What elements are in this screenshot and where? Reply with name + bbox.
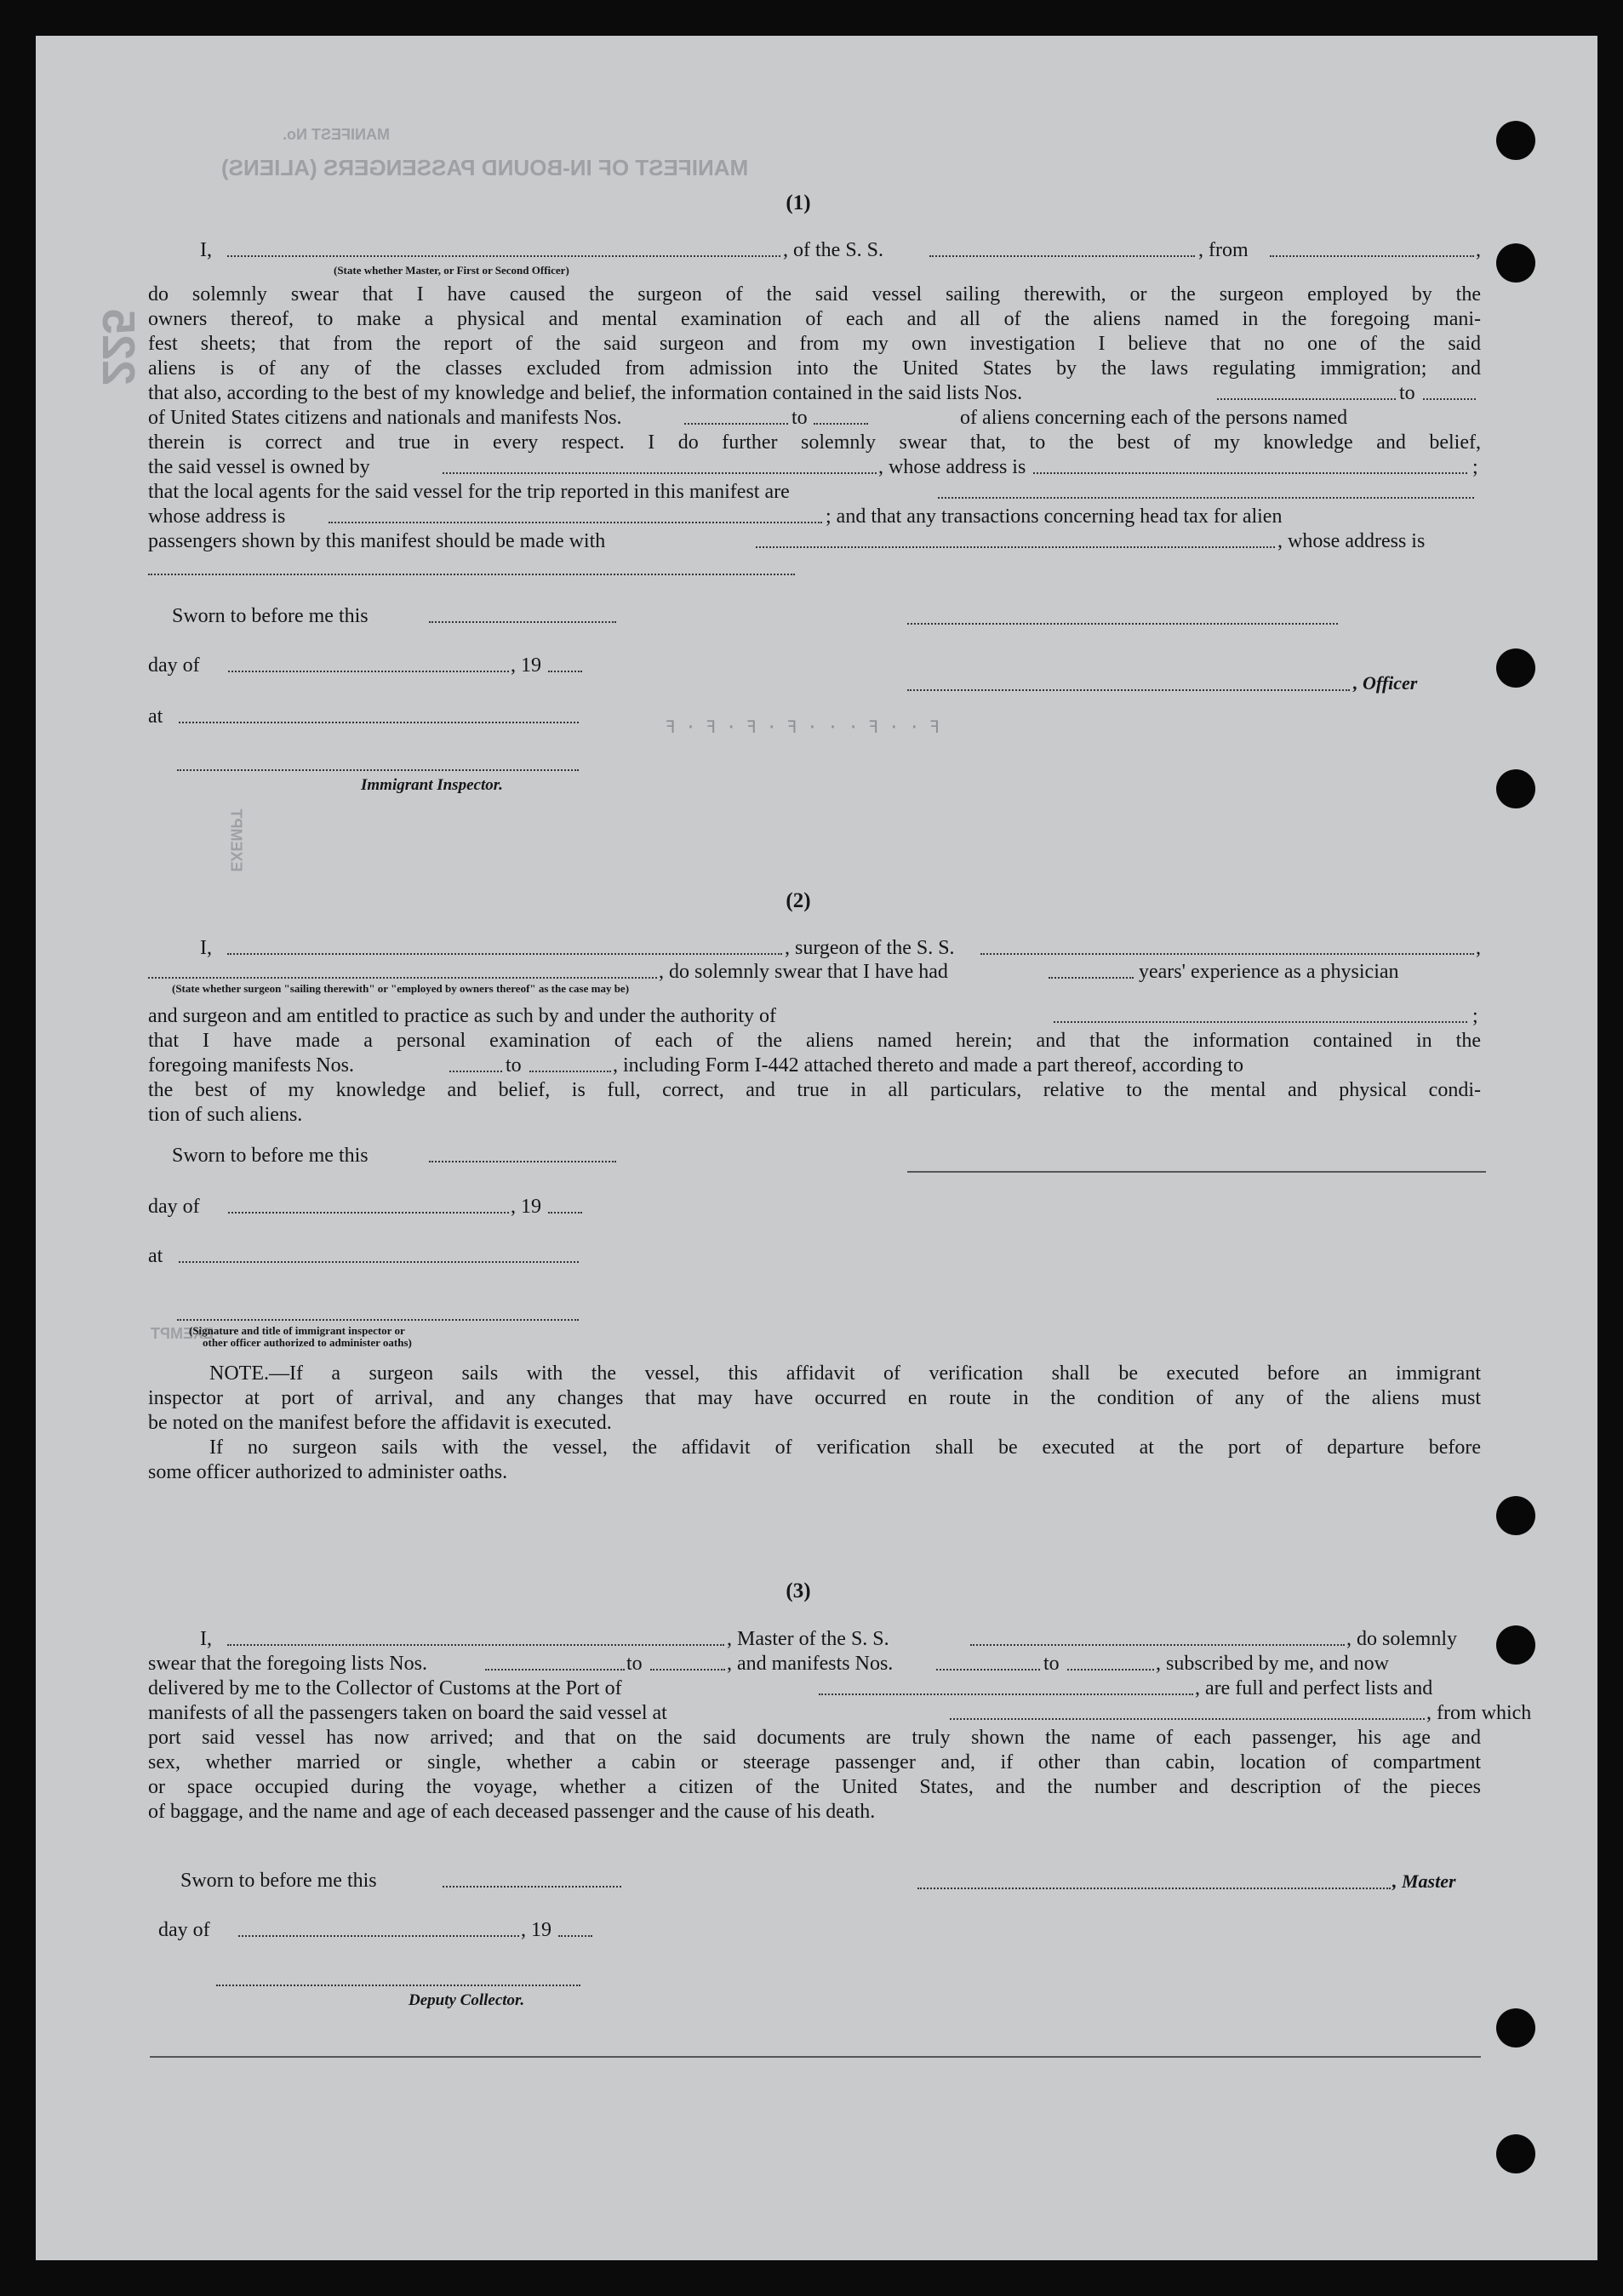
officer-signature-field[interactable] bbox=[907, 623, 1338, 625]
lists-from-field[interactable] bbox=[1217, 398, 1396, 400]
swear-lists-text: swear that the foregoing lists Nos. bbox=[148, 1653, 427, 1675]
note-line: NOTE.—If a surgeon sails with the vessel, this affidavit of verification shall be executed before an immigrant bbox=[209, 1362, 1481, 1385]
punch-hole bbox=[1496, 1625, 1535, 1665]
entitled-text: and surgeon and am entitled to practice as such by and under the authority of bbox=[148, 1005, 776, 1027]
inspector-signature-field[interactable] bbox=[177, 1319, 579, 1321]
and-manifests-text: , and manifests Nos. bbox=[727, 1653, 894, 1675]
at-label: at bbox=[148, 705, 163, 728]
month-field[interactable] bbox=[228, 1212, 509, 1214]
officer-note: (State whether Master, or First or Second Officer) bbox=[334, 264, 569, 277]
master-signature-field[interactable] bbox=[917, 1888, 1391, 1889]
sec3-i-label: I, bbox=[200, 1628, 212, 1650]
of-aliens-text: of aliens concerning each of the persons named bbox=[960, 407, 1348, 429]
master-vessel-field[interactable] bbox=[970, 1644, 1345, 1646]
sec1-of-ss-label: , of the S. S. bbox=[783, 239, 884, 261]
surgeon-vessel-field[interactable] bbox=[980, 953, 1474, 955]
text-line: therein is correct and true in every respect. I do further solemnly swear that, to the best of my knowledge and belief, bbox=[148, 431, 1481, 454]
lists-to-field[interactable] bbox=[650, 1669, 725, 1671]
manifests-from-field[interactable] bbox=[684, 423, 788, 425]
head-tax-address-field[interactable] bbox=[148, 574, 795, 575]
sec3-paragraph bbox=[148, 1726, 1481, 1800]
sig-note: other officer authorized to administer oaths) bbox=[203, 1336, 412, 1349]
master-name-field[interactable] bbox=[227, 1644, 724, 1646]
at-place-field[interactable] bbox=[179, 1261, 579, 1263]
text-line: aliens is of any of the classes excluded from admission into the United States by the laws regulating immigration; and bbox=[148, 357, 1481, 380]
sworn-day-field[interactable] bbox=[429, 1161, 616, 1162]
sec1-oath-paragraph bbox=[148, 283, 1481, 381]
solemnly-text: , do solemnly swear that I have had bbox=[659, 961, 948, 983]
from-which-text: , from which bbox=[1426, 1702, 1532, 1724]
are-full-text: , are full and perfect lists and bbox=[1195, 1677, 1433, 1699]
text-line: sex, whether married or single, whether a cabin or steerage passenger and, if other than cabin, location of compartment bbox=[148, 1751, 1481, 1773]
surgeon-name-field[interactable] bbox=[227, 953, 782, 955]
text-block bbox=[148, 1436, 1481, 1460]
punch-hole bbox=[1496, 121, 1535, 160]
foregoing-text: foregoing manifests Nos. bbox=[148, 1054, 354, 1077]
text-block bbox=[148, 1078, 1481, 1103]
agents-field[interactable] bbox=[938, 497, 1474, 499]
bleed-title: MANIFEST OF IN-BOUND PASSENGERS (ALIENS) bbox=[221, 155, 749, 180]
comma: , bbox=[1476, 239, 1481, 261]
note-line: inspector at port of arrival, and any changes that may have occurred en route in the condition of any of the aliens must bbox=[148, 1387, 1481, 1409]
bleed-stamp: EXEMPT bbox=[151, 1325, 214, 1342]
authority-field[interactable] bbox=[1054, 1021, 1467, 1023]
section-1-header: (1) bbox=[786, 191, 811, 214]
head-tax-party-field[interactable] bbox=[756, 546, 1275, 548]
do-solemnly-text: , do solemnly bbox=[1346, 1628, 1457, 1650]
bottom-rule bbox=[150, 2056, 1481, 2058]
punch-hole bbox=[1496, 1496, 1535, 1535]
owner-field[interactable] bbox=[443, 472, 877, 474]
subscribed-text: , subscribed by me, and now bbox=[1156, 1653, 1389, 1675]
manifest-to-field[interactable] bbox=[529, 1071, 611, 1072]
bleed-stamp: EXEMPT bbox=[227, 808, 245, 872]
text-line: the said vessel is owned by bbox=[148, 456, 370, 478]
including-text: , including Form I-442 attached thereto and made a part thereof, according to bbox=[613, 1054, 1244, 1077]
master-of-label: , Master of the S. S. bbox=[727, 1628, 889, 1650]
note-line: some officer authorized to administer oaths. bbox=[148, 1461, 508, 1483]
punch-hole bbox=[1496, 769, 1535, 808]
semicolon: ; bbox=[1472, 1005, 1478, 1027]
day-of-label: day of bbox=[158, 1919, 210, 1941]
text-line: fest sheets; that from the report of the said surgeon and from my own investigation I believe that no one of the said bbox=[148, 333, 1481, 355]
lists-to-field[interactable] bbox=[1423, 398, 1476, 400]
years-field[interactable] bbox=[1049, 977, 1134, 979]
owner-address-field[interactable] bbox=[1033, 472, 1467, 474]
text-line: whose address is bbox=[148, 505, 286, 528]
text-line: that also, according to the best of my knowledge and belief, the information contained in the said lists Nos. bbox=[148, 382, 1023, 404]
text-line: tion of such aliens. bbox=[148, 1104, 303, 1126]
punch-hole bbox=[1496, 243, 1535, 283]
text-line: owners thereof, to make a physical and mental examination of each and all of the aliens named in the foregoing mani- bbox=[148, 308, 1481, 330]
inspector-label: Immigrant Inspector. bbox=[361, 776, 503, 794]
year-label: , 19 bbox=[511, 654, 541, 677]
surgeon-signature-line[interactable] bbox=[907, 1171, 1486, 1173]
whose-address-label: , whose address is bbox=[1277, 530, 1426, 552]
note-line: be noted on the manifest before the affidavit is executed. bbox=[148, 1412, 612, 1434]
manifests-from-field[interactable] bbox=[936, 1669, 1040, 1671]
section-2-header: (2) bbox=[786, 889, 811, 912]
text-block bbox=[148, 1029, 1481, 1054]
manifests-to-field[interactable] bbox=[1067, 1669, 1154, 1671]
day-of-label: day of bbox=[148, 1196, 200, 1218]
bleed-manifest-no: MANIFEST No. bbox=[283, 126, 390, 143]
inspector-signature-field[interactable] bbox=[177, 769, 579, 771]
years-text: years' experience as a physician bbox=[1139, 961, 1399, 983]
bleed-page-number: 225 bbox=[93, 308, 145, 386]
delivered-text: delivered by me to the Collector of Customs at the Port of bbox=[148, 1677, 622, 1699]
text-line: or space occupied during the voyage, whether a citizen of the United States, and the number and description of the pieces bbox=[148, 1776, 1481, 1798]
deputy-label: Deputy Collector. bbox=[409, 1991, 525, 2009]
surgeon-of-label: , surgeon of the S. S. bbox=[785, 937, 955, 959]
sworn-label: Sworn to before me this bbox=[172, 1145, 369, 1167]
comma: , bbox=[1476, 937, 1481, 959]
text-line: passengers shown by this manifest should be made with bbox=[148, 530, 606, 552]
text-line: that I have made a personal examination of each of the aliens named herein; and that the information contained in the bbox=[148, 1030, 1481, 1052]
year-field[interactable] bbox=[548, 671, 582, 672]
manifests-to-field[interactable] bbox=[814, 423, 868, 425]
to-label: to bbox=[791, 407, 808, 429]
document-page bbox=[36, 36, 1597, 2260]
year-label: , 19 bbox=[521, 1919, 551, 1941]
text-line: of baggage, and the name and age of each deceased passenger and the cause of his death. bbox=[148, 1801, 876, 1823]
sworn-day-field[interactable] bbox=[429, 621, 616, 623]
punch-hole bbox=[1496, 2008, 1535, 2048]
year-label: , 19 bbox=[511, 1196, 541, 1218]
to-label: to bbox=[1043, 1653, 1060, 1675]
port-field[interactable] bbox=[819, 1693, 1193, 1695]
to-label: to bbox=[1399, 382, 1415, 404]
sec2-i-label: I, bbox=[200, 937, 212, 959]
text-line: do solemnly swear that I have caused the surgeon of the said vessel sailing therewith, or the surgeon employed by the bbox=[148, 283, 1481, 306]
month-field[interactable] bbox=[228, 671, 509, 672]
agents-address-field[interactable] bbox=[329, 522, 822, 523]
text-line: the best of my knowledge and belief, is full, correct, and true in all particulars, relative to the mental and physical condi- bbox=[148, 1079, 1481, 1101]
punch-hole bbox=[1496, 648, 1535, 688]
text-line: of United States citizens and nationals and manifests Nos. bbox=[148, 407, 622, 429]
text-line: that the local agents for the said vessel for the trip reported in this manifest are bbox=[148, 481, 790, 503]
sec1-i-label: I, bbox=[200, 239, 212, 261]
surgeon-status-field[interactable] bbox=[148, 977, 657, 979]
day-of-label: day of bbox=[148, 654, 200, 677]
manifests-all-text: manifests of all the passengers taken on board the said vessel at bbox=[148, 1702, 667, 1724]
manifest-from-field[interactable] bbox=[449, 1071, 502, 1072]
note-line: If no surgeon sails with the vessel, the affidavit of verification shall be executed at the port of departure before bbox=[209, 1436, 1481, 1459]
at-place-field[interactable] bbox=[179, 722, 579, 723]
officer-label: , Officer bbox=[1353, 672, 1418, 694]
sworn-label: Sworn to before me this bbox=[180, 1870, 377, 1892]
to-label: to bbox=[506, 1054, 522, 1077]
vessel-name-field[interactable] bbox=[929, 255, 1195, 257]
officer-name-sig-field[interactable] bbox=[907, 689, 1350, 691]
year-field[interactable] bbox=[558, 1935, 592, 1937]
whose-address-label: , whose address is bbox=[878, 456, 1026, 478]
at-label: at bbox=[148, 1245, 163, 1267]
year-field[interactable] bbox=[548, 1212, 582, 1214]
to-label: to bbox=[626, 1653, 643, 1675]
sec1-from-label: , from bbox=[1198, 239, 1249, 261]
officer-name-field[interactable] bbox=[227, 255, 780, 257]
month-field[interactable] bbox=[238, 1935, 519, 1937]
text-line: port said vessel has now arrived; and that on the said documents are truly shown the name of each passenger, his age and bbox=[148, 1727, 1481, 1749]
from-port-field[interactable] bbox=[1270, 255, 1474, 257]
master-label: , Master bbox=[1392, 1870, 1456, 1892]
note-block bbox=[148, 1362, 1481, 1411]
text-block bbox=[148, 431, 1481, 455]
embark-port-field[interactable] bbox=[950, 1718, 1425, 1720]
semicolon: ; bbox=[1472, 456, 1478, 478]
deputy-signature-field[interactable] bbox=[216, 1985, 580, 1986]
sworn-label: Sworn to before me this bbox=[172, 605, 369, 627]
head-tax-text: ; and that any transactions concerning head tax for alien bbox=[826, 505, 1283, 528]
bleed-row: ꟻ · ꟻ · ꟻ · ꟻ · · · ꟻ · · ꟻ bbox=[666, 717, 940, 737]
punch-hole bbox=[1496, 2134, 1535, 2173]
lists-from-field[interactable] bbox=[485, 1669, 625, 1671]
section-3-header: (3) bbox=[786, 1579, 811, 1602]
surgeon-note: (State whether surgeon "sailing therewith" or "employed by owners thereof" as the case may be) bbox=[172, 982, 630, 995]
sworn-day-field[interactable] bbox=[443, 1886, 621, 1888]
sig-note: (Signature and title of immigrant inspector or bbox=[189, 1324, 405, 1337]
